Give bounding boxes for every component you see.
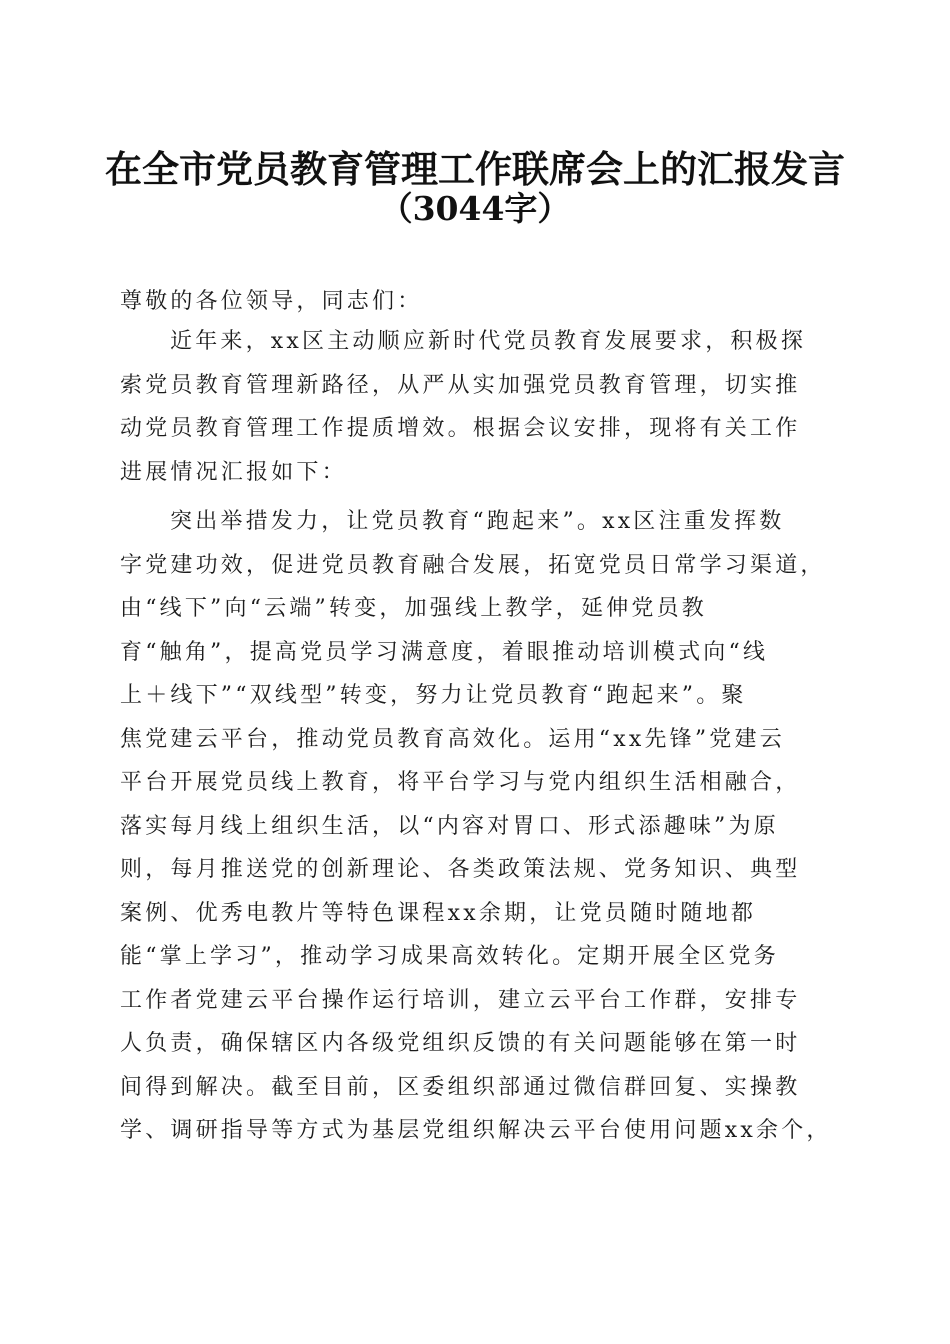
- paragraph-line: 进展情况汇报如下：: [120, 459, 347, 485]
- paragraph-line: 索党员教育管理新路径，从严从实加强党员教育管理，切实推: [120, 372, 801, 398]
- document-title: 在全市党员教育管理工作联席会上的汇报发言: [105, 147, 845, 191]
- paragraph-line: 焦党建云平台，推动党员教育高效化。运用“xx先锋”党建云: [120, 726, 785, 752]
- paragraph-line: 学、调研指导等方式为基层党组织解决云平台使用问题xx余个，: [120, 1118, 832, 1143]
- paragraph-intro: [120, 320, 835, 494]
- greeting: 尊敬的各位领导，同志们：: [120, 289, 423, 314]
- paragraph-line: 则，每月推送党的创新理论、各类政策法规、党务知识、典型: [120, 857, 801, 882]
- paragraph-line: 平台开展党员线上教育，将平台学习与党内组织生活相融合，: [120, 770, 801, 795]
- paragraph-line: 人负责，确保辖区内各级党组织反馈的有关问题能够在第一时: [120, 1031, 801, 1056]
- paragraph-measures: [120, 500, 835, 1153]
- paragraph-line: 动党员教育管理工作提质增效。根据会议安排，现将有关工作: [120, 416, 801, 441]
- document-subtitle-word-count: （3044字）: [379, 189, 571, 228]
- paragraph-line: 案例、优秀电教片等特色课程xx余期，让党员随时随地都: [120, 900, 757, 926]
- paragraph-line: 上＋线下”“双线型”转变，努力让党员教育“跑起来”。聚: [120, 683, 747, 708]
- paragraph-line: 字党建功效，促进党员教育融合发展，拓宽党员日常学习渠道，: [120, 552, 826, 578]
- paragraph-line: 育“触角”，提高党员学习满意度，着眼推动培训模式向“线: [120, 639, 769, 665]
- paragraph-line: 工作者党建云平台操作运行培训，建立云平台工作群，安排专: [120, 987, 801, 1013]
- paragraph-line: 能“掌上学习”，推动学习成果高效转化。定期开展全区党务: [120, 944, 779, 969]
- paragraph-line: 近年来，xx区主动顺应新时代党员教育发展要求，积极探: [170, 329, 807, 354]
- paragraph-line: 由“线下”向“云端”转变，加强线上教学，延伸党员教: [120, 596, 707, 621]
- paragraph-line: 间得到解决。截至目前，区委组织部通过微信群回复、实操教: [120, 1074, 801, 1100]
- paragraph-line: 落实每月线上组织生活，以“内容对胃口、形式添趣味”为原: [120, 813, 779, 839]
- paragraph-line: 突出举措发力，让党员教育“跑起来”。xx区注重发挥数: [170, 509, 785, 534]
